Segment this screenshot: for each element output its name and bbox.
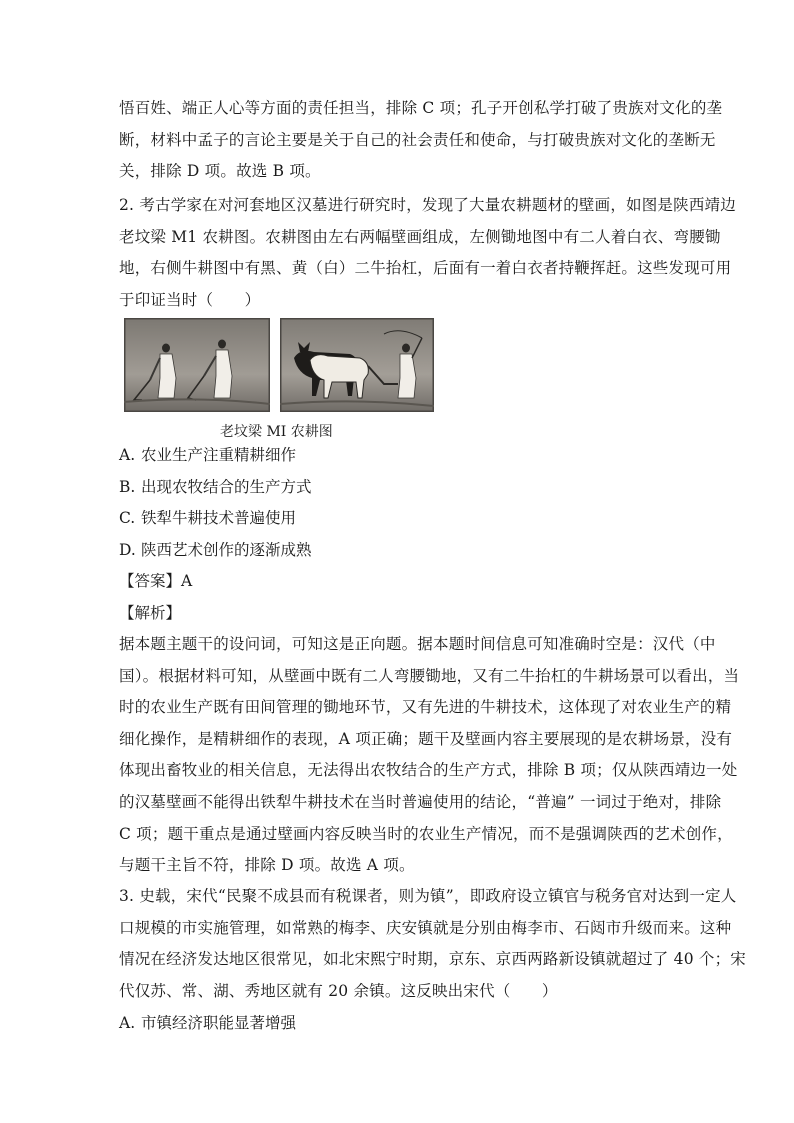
option-letter: A. <box>119 446 136 464</box>
text-line: 悟百姓、端正人心等方面的责任担当，排除 C 项；孔子开创私学打破了贵族对文化的垄 <box>119 99 723 117</box>
option-text: 出现农牧结合的生产方式 <box>141 477 312 496</box>
figure-caption: 老坟梁 MI 农耕图 <box>220 424 333 440</box>
text-line: 据本题主题干的设问词，可知这是正向题。据本题时间信息可知准确时空是：汉代（中 <box>119 635 716 653</box>
question-3-options <box>119 1008 679 1040</box>
mural-figure <box>124 318 436 414</box>
option-text: 市镇经济职能显著增强 <box>141 1014 297 1032</box>
analysis-label: 【解析】 <box>119 603 182 622</box>
question-2-options <box>119 440 679 630</box>
text-line: 3. 史载，宋代“民聚不成县而有税课者，则为镇”，即政府设立镇官与税务官对达到一定人 <box>119 887 737 905</box>
text-line: 国）。根据材料可知，从壁画中既有二人弯腰锄地，又有二牛抬杠的牛耕场景可以看出，当 <box>119 666 740 685</box>
text-line: 老坟梁 M1 农耕图。农耕图由左右两幅壁画组成，左侧锄地图中有二人着白衣、弯腰锄 <box>119 227 721 246</box>
option-letter: A. <box>119 1014 136 1032</box>
option-b <box>119 472 679 504</box>
option-a <box>119 1008 679 1040</box>
option-letter: C. <box>119 509 136 528</box>
option-text: 铁犁牛耕技术普遍使用 <box>141 509 297 528</box>
prev-analysis-continuation <box>119 93 723 188</box>
question-2-analysis <box>119 629 740 882</box>
text-line: 时的农业生产既有田间管理的锄地环节，又有先进的牛耕技术，这体现了对农业生产的精 <box>119 698 732 717</box>
option-letter: D. <box>119 540 136 559</box>
answer-label: 【答案】A <box>119 572 193 591</box>
option-d <box>119 535 679 567</box>
option-text: 农业生产注重精耕细作 <box>141 446 297 464</box>
text-line: C 项；题干重点是通过壁画内容反映当时的农业生产情况，而不是强调陕西的艺术创作， <box>119 824 733 843</box>
text-line: 体现出畜牧业的相关信息，无法得出农牧结合的生产方式，排除 B 项；仅从陕西靖边一处 <box>119 761 738 780</box>
option-a <box>119 440 679 472</box>
hoeing-mural-image <box>124 318 270 412</box>
text-line: 2. 考古学家在对河套地区汉墓进行研究时，发现了大量农耕题材的壁画，如图是陕西靖边 <box>119 196 736 214</box>
text-line: 情况在经济发达地区很常见，如北宋熙宁时期，京东、京西两路新设镇就超过了 40 个；宋 <box>119 950 746 969</box>
text-line: 与题干主旨不符，排除 D 项。故选 A 项。 <box>119 856 415 875</box>
text-line: 断，材料中孟子的言论主要是关于自己的社会责任和使命，与打破贵族对文化的垄断无 <box>119 130 716 149</box>
text-line: 的汉墓壁画不能得出铁犁牛耕技术在当时普遍使用的结论，“普遍” 一词过于绝对，排除 <box>119 792 722 811</box>
text-line: 于印证当时（ ） <box>119 290 261 309</box>
plowing-mural-image <box>280 318 434 412</box>
option-letter: B. <box>119 477 136 496</box>
question-3-stem <box>119 881 746 1007</box>
text-line: 代仅苏、常、湖、秀地区就有 20 余镇。这反映出宋代（ ） <box>119 981 558 1000</box>
question-2-stem <box>119 190 736 316</box>
option-c <box>119 503 679 535</box>
text-line: 关，排除 D 项。故选 B 项。 <box>119 162 321 181</box>
text-line: 地，右侧牛耕图中有黑、黄（白）二牛抬杠，后面有一着白衣者持鞭挥赶。这些发现可用 <box>119 259 732 278</box>
text-line: 口规模的市实施管理，如常熟的梅李、庆安镇就是分别由梅李市、石闼市升级而来。这种 <box>119 918 732 937</box>
text-line: 细化操作，是精耕细作的表现，A 项正确；题干及壁画内容主要展现的是农耕场景，没有 <box>119 729 733 748</box>
option-text: 陕西艺术创作的逐渐成熟 <box>141 540 312 559</box>
